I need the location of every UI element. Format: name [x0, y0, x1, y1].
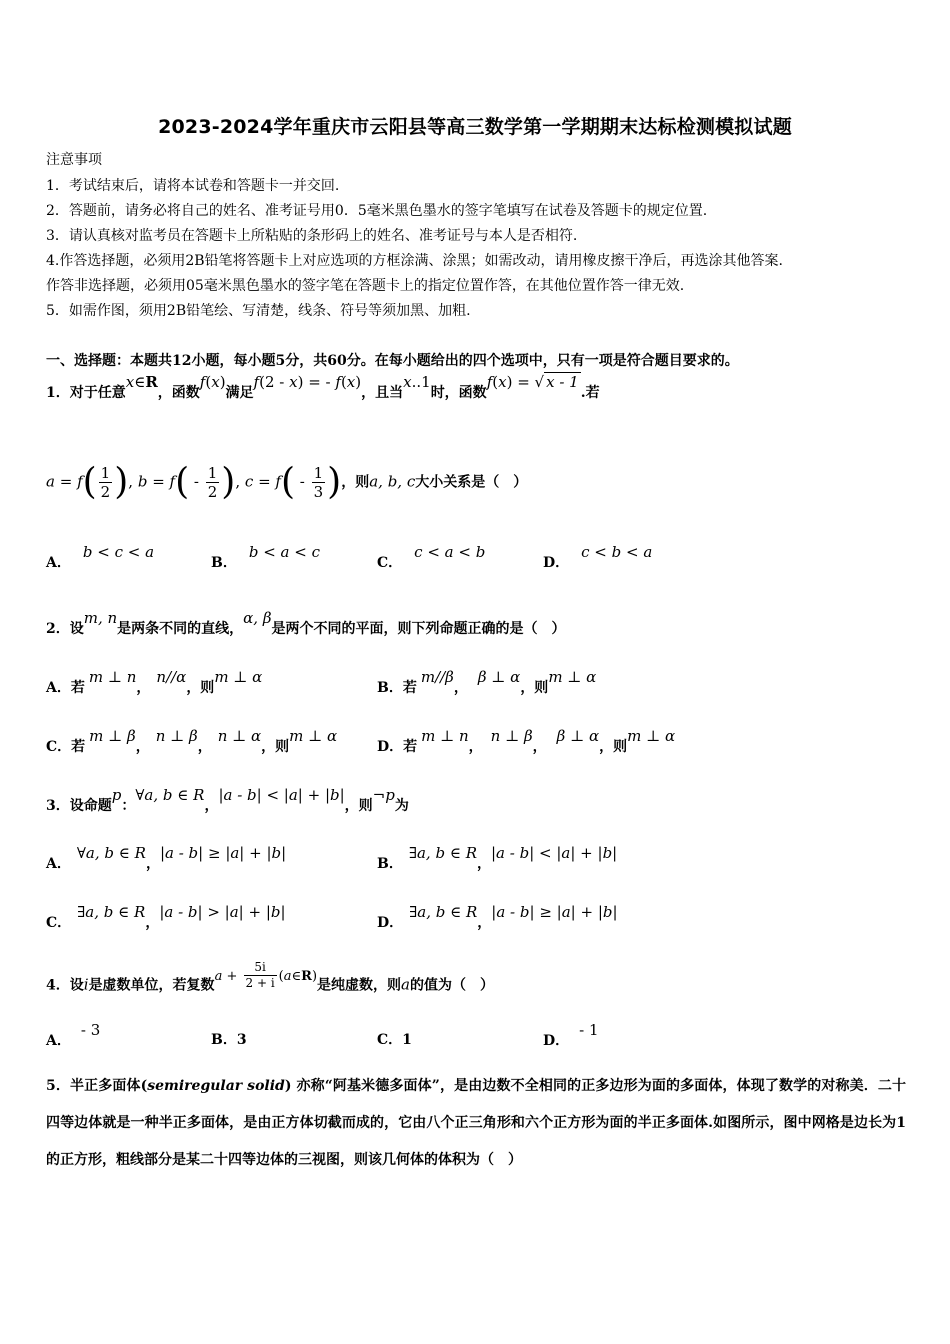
q1-option-b[interactable]: B．b < a < c	[211, 543, 320, 571]
note-item-4b: 作答非选择题，必须用05毫米黑色墨水的签字笔在答题卡上的指定位置作答，在其他位置作答一律无效.	[46, 278, 685, 294]
q4-option-b[interactable]: B．3	[211, 1032, 247, 1048]
question-1-stem: 1．对于任意x∈R，函数f(x)满足f(2 - x) = - f(x)，且当x..1时，函数f(x) = √ x - 1.若	[46, 373, 600, 401]
note-item-3: 3．请认真核对监考员在答题卡上所粘贴的条形码上的姓名、准考证号与本人是否相符.	[46, 228, 578, 244]
question-3-stem: 3．设命题p：∀a, b ∈ R，|a - b| < |a| + |b|，则¬p为	[46, 786, 409, 814]
question-4-stem: 4．设i是虚数单位，若复数a + $\frac{5i}{2 + i}$ (a∈R)是纯虚数，则a的值为（ ）	[46, 960, 494, 994]
q2-option-b[interactable]: B．若m//β，β ⊥ α，则m ⊥ α	[377, 668, 597, 696]
question-5-stem: 5．半正多面体(semiregular solid) 亦称“阿基米德多面体”，是由边数不全相同的正多边形为面的多面体，体现了数学的对称美．二十四等边体就是一种半正多面体，是由正方体切截而成的，它由八个正三角形和六个正方形为面的半正多面体.如图所示，图中网格是边长为1的正方形，粗线部分是某二十四等边体的三视图，则该几何体的体积为（ ）	[46, 1078, 906, 1168]
math-x-in-R: x	[125, 373, 135, 391]
q2-option-d[interactable]: D．若m ⊥ n，n ⊥ β，β ⊥ α，则m ⊥ α	[377, 727, 676, 755]
q3-option-a[interactable]: A．∀a, b ∈ R，|a - b| ≥ |a| + |b|	[46, 844, 287, 872]
q2-option-a[interactable]: A．若m ⊥ n，n//α，则m ⊥ α	[46, 668, 263, 696]
q3-option-c[interactable]: C．∃a, b ∈ R，|a - b| > |a| + |b|	[46, 903, 286, 931]
note-item-5: 5．如需作图，须用2B铅笔绘、写清楚，线条、符号等须加黑、加粗.	[46, 303, 471, 319]
note-item-1: 1．考试结束后，请将本试卷和答题卡一并交回.	[46, 178, 340, 194]
question-1-values: a = f( $\frac{1}{2}$ ), b = f( - $\frac{1}{2}$ ), c = f( - $\frac{1}{3}$ )，则a, b, c大小关系是（ ）	[46, 461, 528, 503]
section-heading: 一、选择题：本题共12小题，每小题5分，共60分。在每小题给出的四个选项中，只有一项是符合题目要求的。	[46, 353, 739, 369]
question-2-stem: 2．设m, n是两条不同的直线，α, β是两个不同的平面，则下列命题正确的是（ ）	[46, 609, 566, 637]
page-title: 2023-2024学年重庆市云阳县等高三数学第一学期期末达标检测模拟试题	[158, 116, 792, 138]
note-item-2: 2．答题前，请务必将自己的姓名、准考证号用0．5毫米黑色墨水的签字笔填写在试卷及答题卡的规定位置.	[46, 203, 708, 219]
note-item-4: 4.作答选择题，必须用2B铅笔将答题卡上对应选项的方框涂满、涂黑；如需改动，请用橡皮擦干净后，再选涂其他答案.	[46, 253, 783, 269]
q3-option-d[interactable]: D．∃a, b ∈ R，|a - b| ≥ |a| + |b|	[377, 903, 618, 931]
q4-option-d[interactable]: D．- 1	[543, 1021, 599, 1049]
q3-option-b[interactable]: B．∃a, b ∈ R，|a - b| < |a| + |b|	[377, 844, 618, 872]
q4-option-c[interactable]: C．1	[377, 1032, 412, 1048]
notes-heading: 注意事项	[46, 152, 102, 168]
q1-option-c[interactable]: C．c < a < b	[377, 543, 486, 571]
q1-option-d[interactable]: D．c < b < a	[543, 543, 653, 571]
q2-option-c[interactable]: C．若m ⊥ β，n ⊥ β，n ⊥ α，则m ⊥ α	[46, 727, 338, 755]
q4-option-a[interactable]: A．- 3	[46, 1021, 101, 1049]
q1-option-a[interactable]: A．b < c < a	[46, 543, 155, 571]
